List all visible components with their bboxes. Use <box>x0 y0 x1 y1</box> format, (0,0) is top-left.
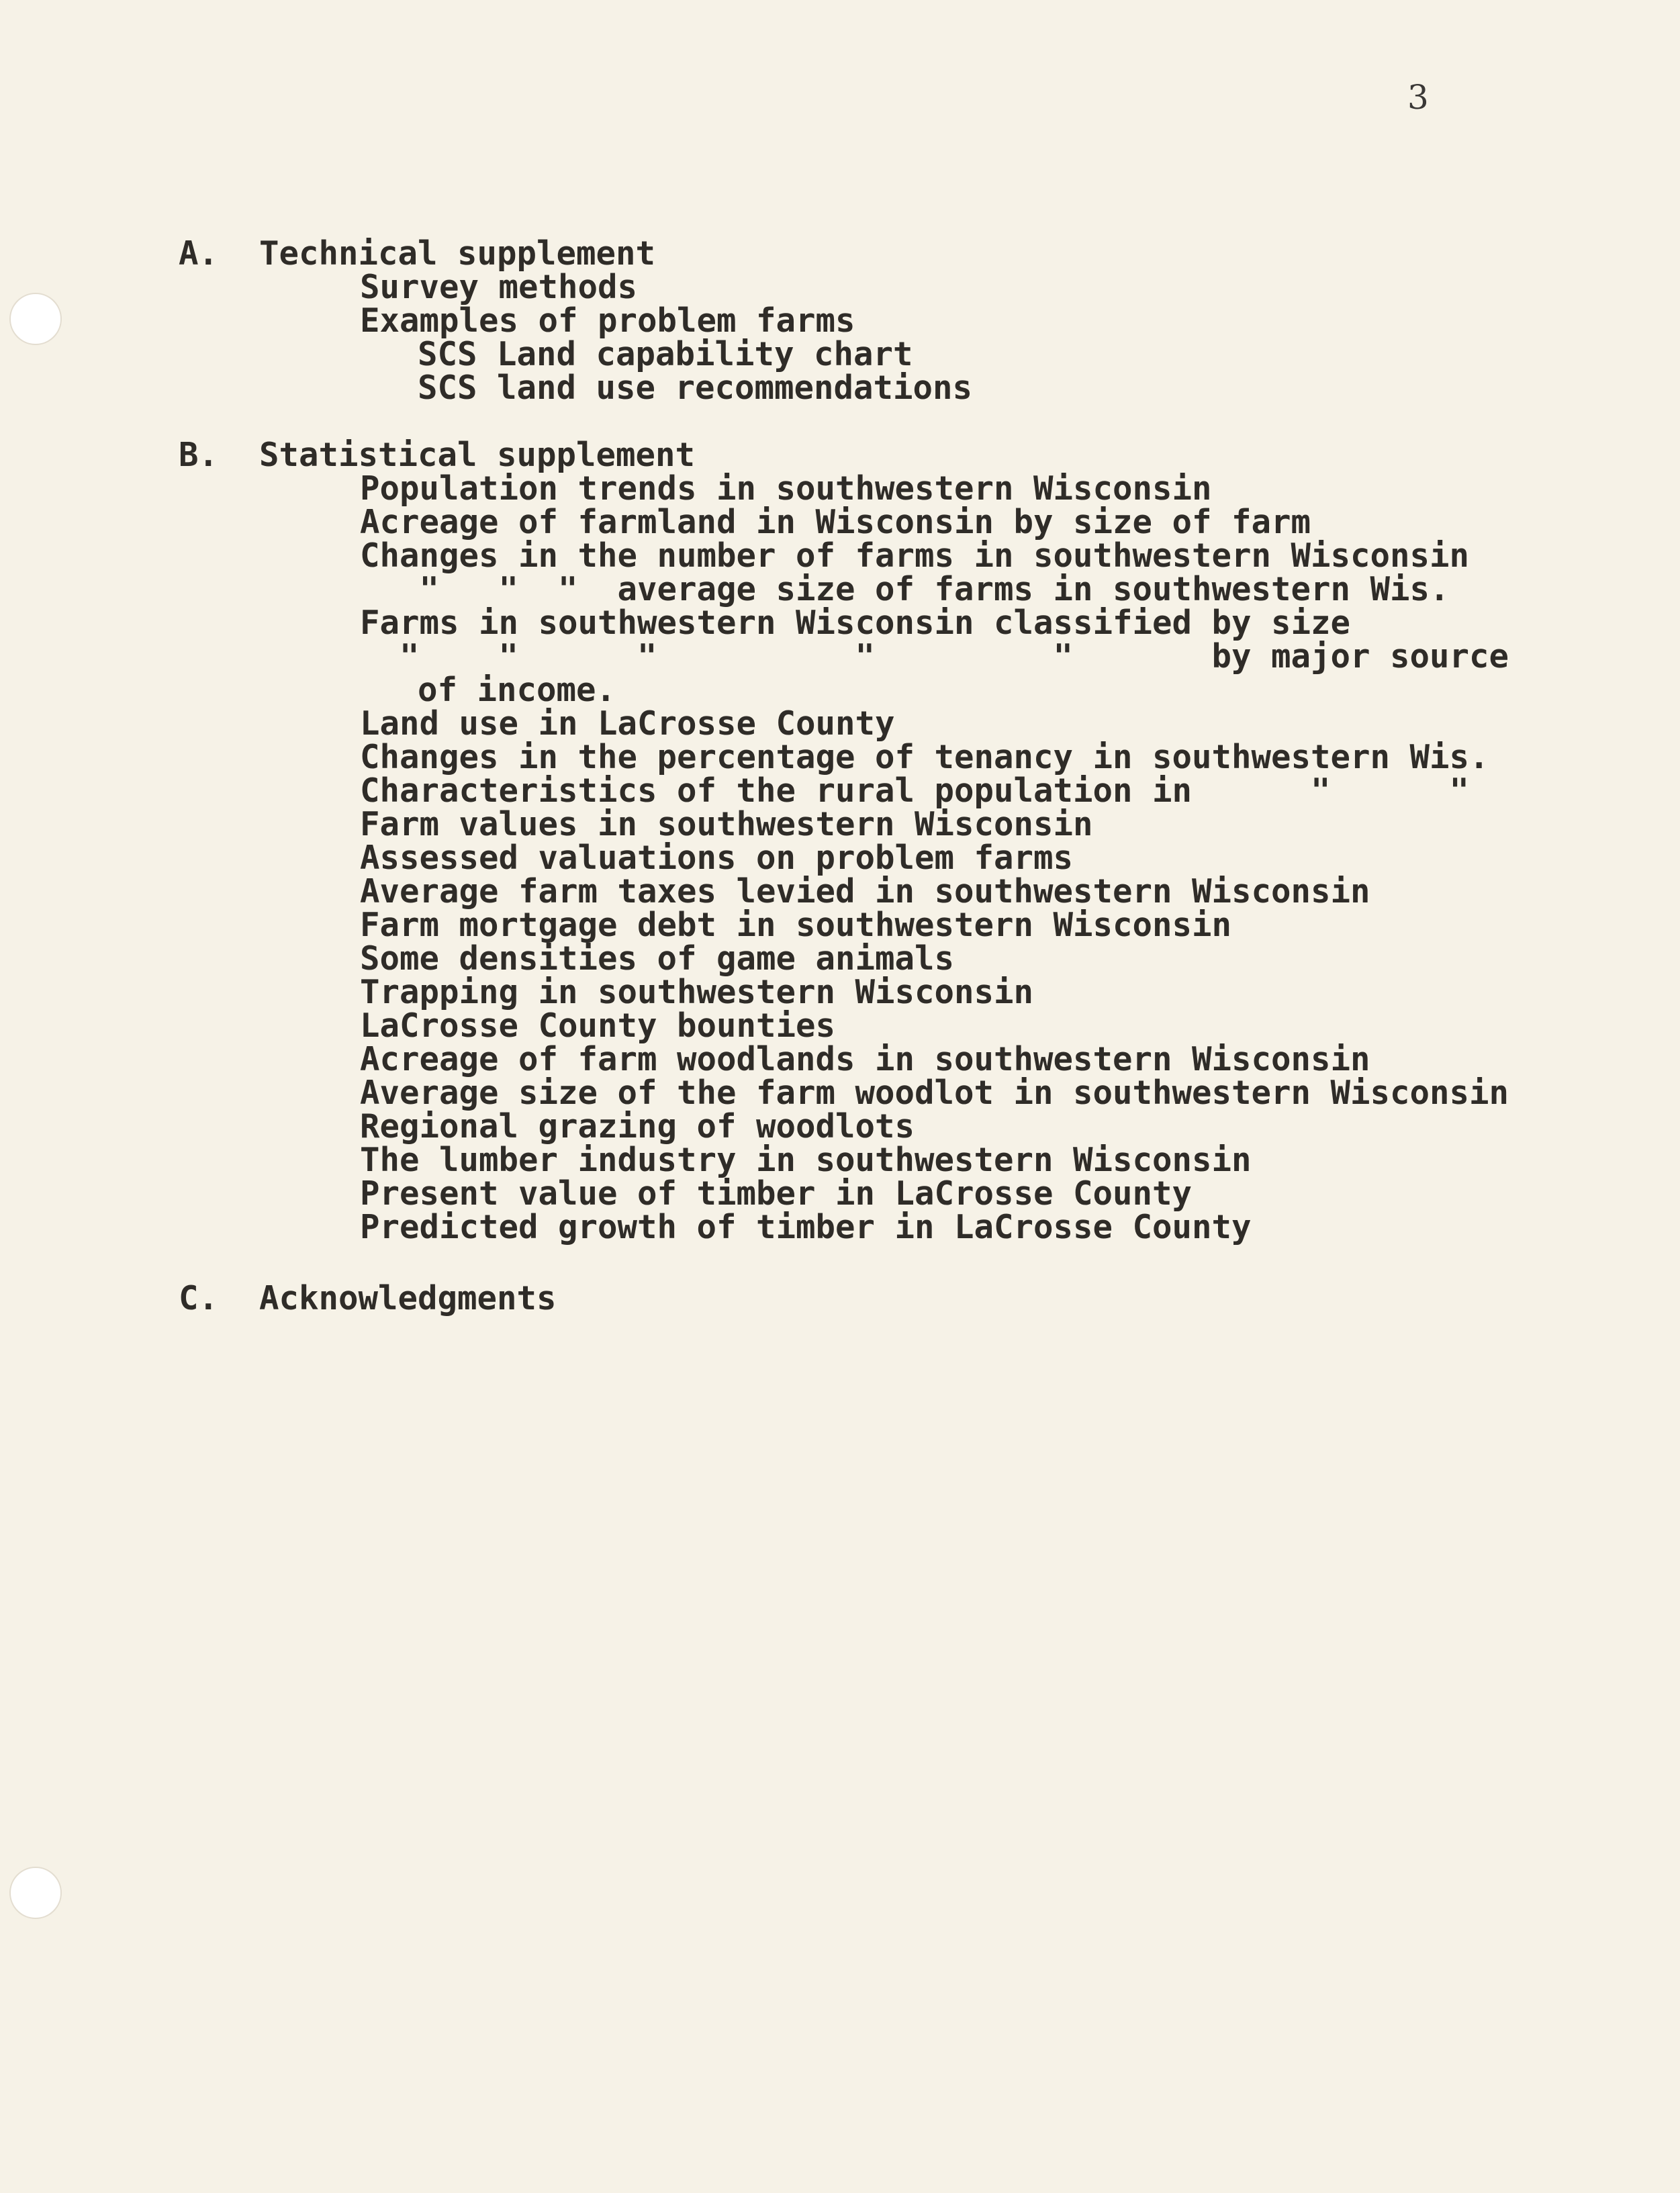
section-c-title: Acknowledgments <box>259 1279 557 1317</box>
section-b-line: Land use in LaCrosse County <box>360 704 895 743</box>
section-b-line: Changes in the percentage of tenancy in southwestern Wis. <box>360 738 1489 776</box>
section-b-line: Present value of timber in LaCrosse County <box>360 1174 1193 1213</box>
section-b-line: LaCrosse County bounties <box>360 1007 836 1045</box>
punch-hole-top <box>9 293 62 345</box>
section-b-line: Trapping in southwestern Wisconsin <box>360 973 1034 1011</box>
section-b-line: The lumber industry in southwestern Wisconsin <box>360 1141 1252 1179</box>
section-b-line: Average size of the farm woodlot in southwestern Wisconsin <box>360 1074 1509 1112</box>
section-b-letter: B. <box>179 436 219 474</box>
punch-hole-bottom <box>9 1867 62 1919</box>
section-b-line: of income. <box>418 671 616 709</box>
section-a-letter: A. <box>179 234 219 273</box>
section-b-line: Regional grazing of woodlots <box>360 1107 915 1146</box>
section-b-line: Acreage of farmland in Wisconsin by size of farm <box>360 503 1311 541</box>
section-a-line: Survey methods <box>360 268 638 306</box>
section-b-line: Farm values in southwestern Wisconsin <box>360 805 1093 843</box>
section-b-line: Assessed valuations on problem farms <box>360 839 1074 877</box>
section-a-line: Examples of problem farms <box>360 301 855 340</box>
page-number: 3 <box>1407 78 1429 117</box>
section-b-title: Statistical supplement <box>259 436 696 474</box>
section-a-title: Technical supplement <box>259 234 656 273</box>
section-b-line: " " " " " by major source <box>360 637 1509 675</box>
section-b-line: Predicted growth of timber in LaCrosse County <box>360 1208 1252 1246</box>
section-b-line: Changes in the number of farms in southwestern Wisconsin <box>360 536 1470 575</box>
section-b-line: Average farm taxes levied in southwestern Wisconsin <box>360 872 1370 911</box>
section-b-line: Acreage of farm woodlands in southwestern Wisconsin <box>360 1040 1370 1078</box>
section-b-line: Some densities of game animals <box>360 939 955 978</box>
section-b-line: Farms in southwestern Wisconsin classified by size <box>360 604 1351 642</box>
section-b-line: Farm mortgage debt in southwestern Wisconsin <box>360 906 1232 944</box>
section-b-line: " " " average size of farms in southwestern Wis. <box>360 570 1450 608</box>
section-a-line: SCS land use recommendations <box>418 369 973 407</box>
section-a-line: SCS Land capability chart <box>418 335 913 373</box>
section-b-line: Population trends in southwestern Wisconsin <box>360 469 1212 508</box>
section-c-letter: C. <box>179 1279 219 1317</box>
section-b-line: Characteristics of the rural population in " " <box>360 772 1470 810</box>
